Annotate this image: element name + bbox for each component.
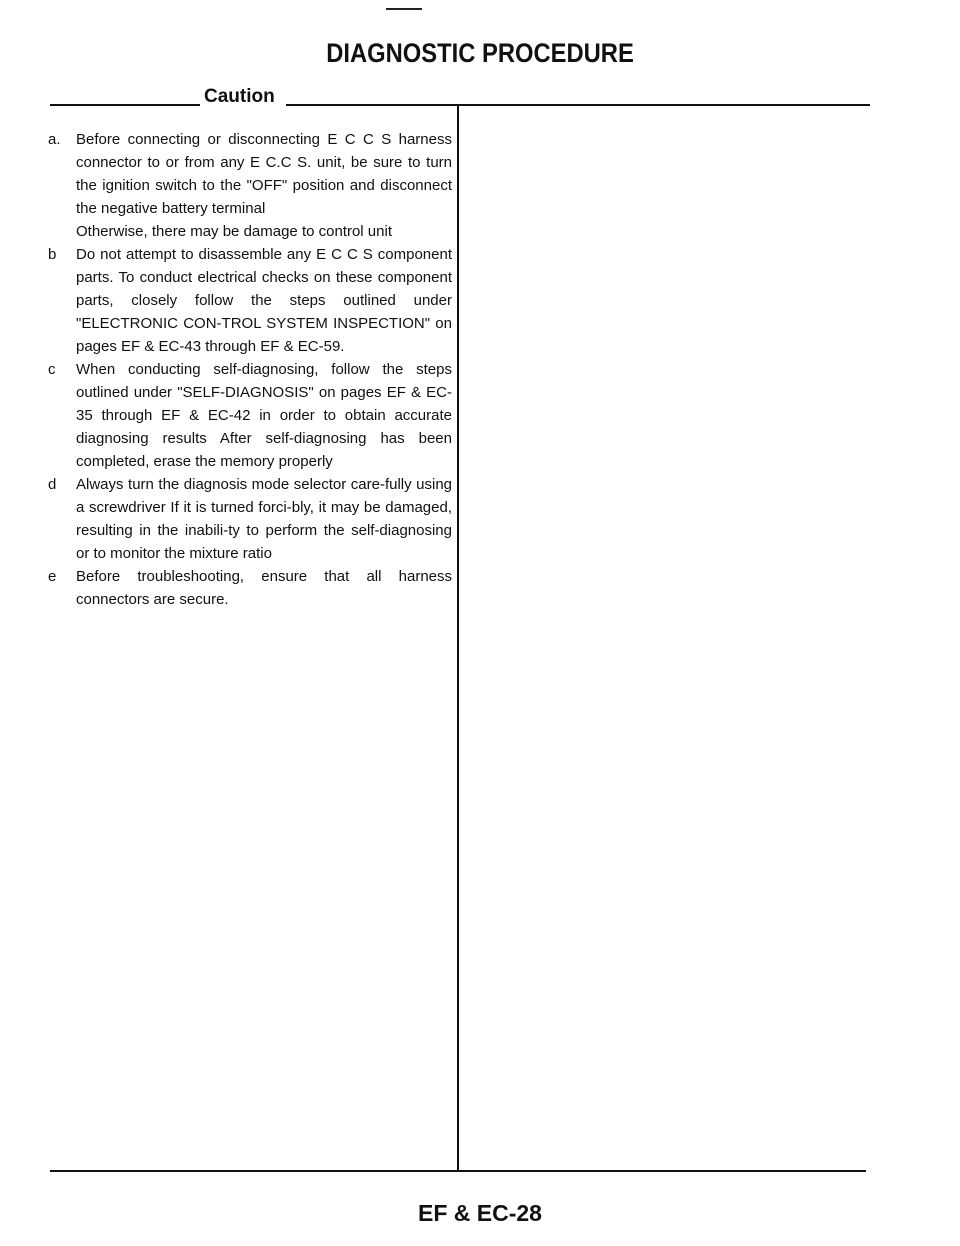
item-text: Do not attempt to disassemble any E C C S component parts. To conduct electrical checks on these component parts, closely follow the steps outlined under "ELECTRONIC CON-TROL SYSTEM INSPECTION" on pages EF & EC-43 through EF & EC-59. [76,246,452,355]
item-text: Otherwise, there may be damage to control unit [76,223,392,240]
caution-item-e [46,565,452,611]
item-text: Before troubleshooting, ensure that all harness connectors are secure. [76,568,452,608]
caution-item-b [46,243,452,358]
top-rule [386,8,422,10]
caution-label: Caution [204,86,275,107]
caution-list [46,128,452,611]
item-marker: b [48,246,57,263]
item-marker: d [48,476,57,493]
column-divider [457,106,459,1172]
item-marker: a. [48,131,61,148]
item-text: When conducting self-diagnosing, follow the steps outlined under "SELF-DIAGNOSIS" on pages EF & EC-35 through EF & EC-42 in order to obtain accurate diagnosing results After self-diagnosing has been completed, erase the memory properly [76,361,452,470]
caution-rule-left [50,104,200,106]
caution-item-d [46,473,452,565]
item-marker: c [48,361,56,378]
page-title: DIAGNOSTIC PROCEDURE [326,38,634,68]
item-text: Before connecting or disconnecting E C C S harness connector to or from any E C.C S. unit, be sure to turn the ignition switch to the "OFF" position and disconnect the negative battery terminal [76,131,452,217]
caution-item-c [46,358,452,473]
item-text: Always turn the diagnosis mode selector care-fully using a screwdriver If it is turned forci-bly, it may be damaged, resulting in the inabili-ty to perform the self-diagnosing or to monitor the mixture ratio [76,476,452,562]
page-number: EF & EC-28 [418,1200,542,1226]
caution-header [50,84,870,108]
item-marker: e [48,568,57,585]
caution-rule-right [286,104,870,106]
caution-item-a [46,128,452,243]
bottom-rule [50,1170,866,1172]
